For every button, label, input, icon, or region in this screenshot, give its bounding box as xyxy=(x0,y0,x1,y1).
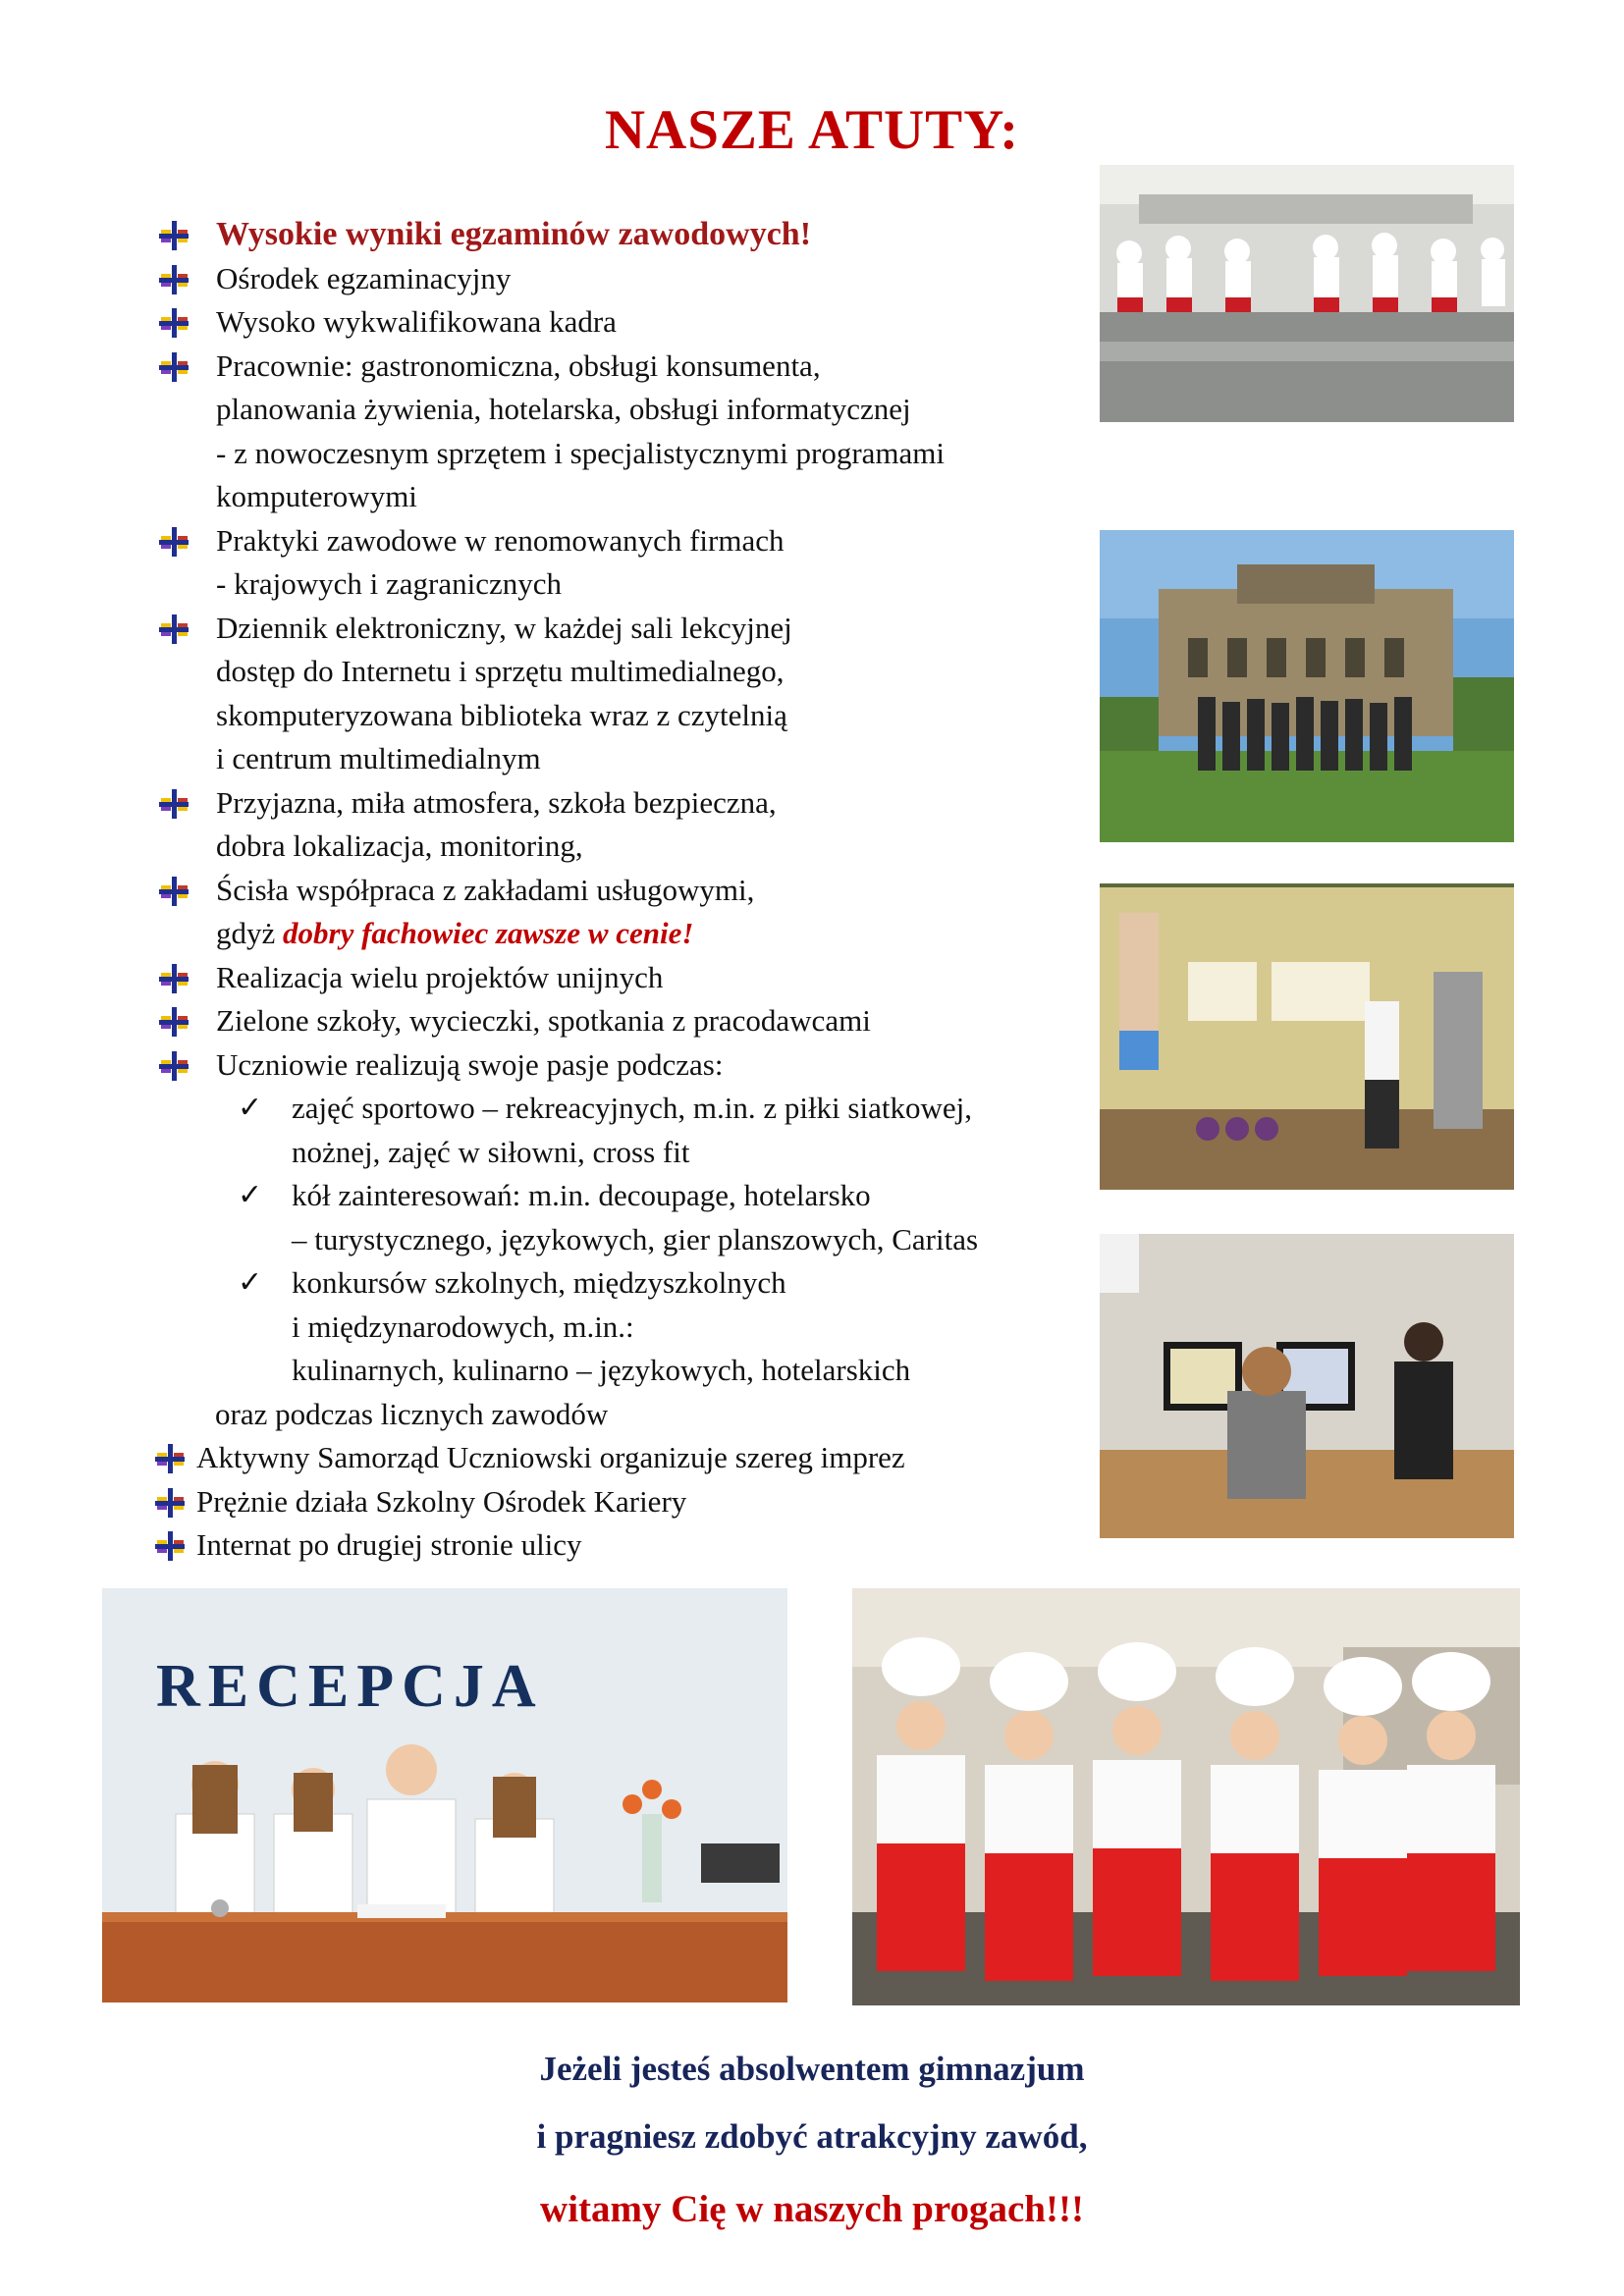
bullet-icon xyxy=(159,1007,189,1037)
bullet-icon xyxy=(155,1488,185,1518)
checklist-continuation: nożnej, zajęć w siłowni, cross fit xyxy=(292,1134,690,1169)
list-item-continuation: i centrum multimedialnym xyxy=(216,741,541,775)
list-item-continuation: dostęp do Internetu i sprzętu multimedialnego, xyxy=(216,654,785,688)
chefs-photo xyxy=(852,1588,1520,2005)
list-item: Internat po drugiej stronie ulicy xyxy=(159,1523,1062,1568)
bullet-icon xyxy=(159,221,189,250)
bullet-icon xyxy=(159,964,189,993)
page-title: NASZE ATUTY: xyxy=(604,99,1020,161)
bullet-icon xyxy=(159,265,189,294)
list-item: Realizacja wielu projektów unijnych xyxy=(159,956,1062,1000)
list-item: Aktywny Samorząd Uczniowski organizuje szereg imprez xyxy=(159,1436,1062,1480)
list-item: Praktyki zawodowe w renomowanych firmach xyxy=(159,519,1062,563)
reception-photo xyxy=(102,1588,787,2002)
bullet-icon xyxy=(159,352,189,382)
bullet-icon xyxy=(159,877,189,906)
bullet-icon xyxy=(159,527,189,557)
computer-lab-photo xyxy=(1100,1234,1514,1538)
checklist-item: ✓ kół zainteresowań: m.in. decoupage, hotelarsko xyxy=(159,1174,1062,1218)
list-item-continuation: planowania żywienia, hotelarska, obsługi informatycznej xyxy=(216,392,911,426)
list-item: Wysoko wykwalifikowana kadra xyxy=(159,300,1062,345)
kitchen-class-photo xyxy=(1100,165,1514,422)
list-item-continuation: gdyż dobry fachowiec zawsze w cenie! xyxy=(216,916,694,950)
list-item-continuation: - z nowoczesnym sprzętem i specjalistycznymi programami xyxy=(216,435,946,470)
bullet-icon xyxy=(159,308,189,338)
list-item-continuation: oraz podczas licznych zawodów xyxy=(215,1396,609,1431)
highlight-text: dobry fachowiec zawsze w cenie! xyxy=(283,916,694,950)
list-item: Przyjazna, miła atmosfera, szkoła bezpieczna, xyxy=(159,781,1062,826)
bullet-icon xyxy=(159,1051,189,1081)
bullet-icon xyxy=(159,789,189,819)
checkmark-icon: ✓ xyxy=(238,1178,263,1212)
checkmark-icon: ✓ xyxy=(238,1091,263,1125)
checklist-item: ✓ zajęć sportowo – rekreacyjnych, m.in. z piłki siatkowej, xyxy=(159,1087,1062,1131)
footer-line-1: Jeżeli jesteś absolwentem gimnazjum xyxy=(539,2050,1085,2088)
list-item: Wysokie wyniki egzaminów zawodowych! xyxy=(159,213,1062,257)
bullet-icon xyxy=(155,1531,185,1561)
list-item-continuation: - krajowych i zagranicznych xyxy=(216,566,563,601)
checklist-item: ✓ konkursów szkolnych, międzyszkolnych xyxy=(159,1261,1062,1306)
bullet-icon xyxy=(155,1444,185,1473)
footer-line-3: witamy Cię w naszych progach!!! xyxy=(540,2188,1084,2230)
advantages-list xyxy=(159,213,1062,1568)
list-item: Ścisła współpraca z zakładami usługowymi, xyxy=(159,869,1062,913)
checklist-continuation: kulinarnych, kulinarno – językowych, hotelarskich xyxy=(292,1353,911,1387)
list-item-continuation: skomputeryzowana biblioteka wraz z czytelnią xyxy=(216,697,787,732)
list-item: Ośrodek egzaminacyjny xyxy=(159,257,1062,301)
list-item: Dziennik elektroniczny, w każdej sali lekcyjnej xyxy=(159,607,1062,651)
footer-line-2: i pragniesz zdobyć atrakcyjny zawód, xyxy=(536,2117,1088,2156)
checklist-continuation: – turystycznego, językowych, gier planszowych, Caritas xyxy=(292,1221,979,1256)
list-item: Zielone szkoły, wycieczki, spotkania z pracodawcami xyxy=(159,999,1062,1043)
list-item: Uczniowie realizują swoje pasje podczas: xyxy=(159,1043,1062,1088)
checklist-continuation: i międzynarodowych, m.in.: xyxy=(292,1308,634,1344)
list-item: Pracownie: gastronomiczna, obsługi konsumenta, xyxy=(159,345,1062,389)
list-item: Prężnie działa Szkolny Ośrodek Kariery xyxy=(159,1480,1062,1524)
recepcja-sign: RECEPCJA xyxy=(156,1653,544,1720)
list-item-continuation: komputerowymi xyxy=(216,479,417,513)
bullet-icon xyxy=(159,614,189,644)
checkmark-icon: ✓ xyxy=(238,1265,263,1300)
school-trip-photo xyxy=(1100,530,1514,842)
list-item-continuation: dobra lokalizacja, monitoring, xyxy=(216,828,583,863)
gym-photo xyxy=(1100,883,1514,1190)
